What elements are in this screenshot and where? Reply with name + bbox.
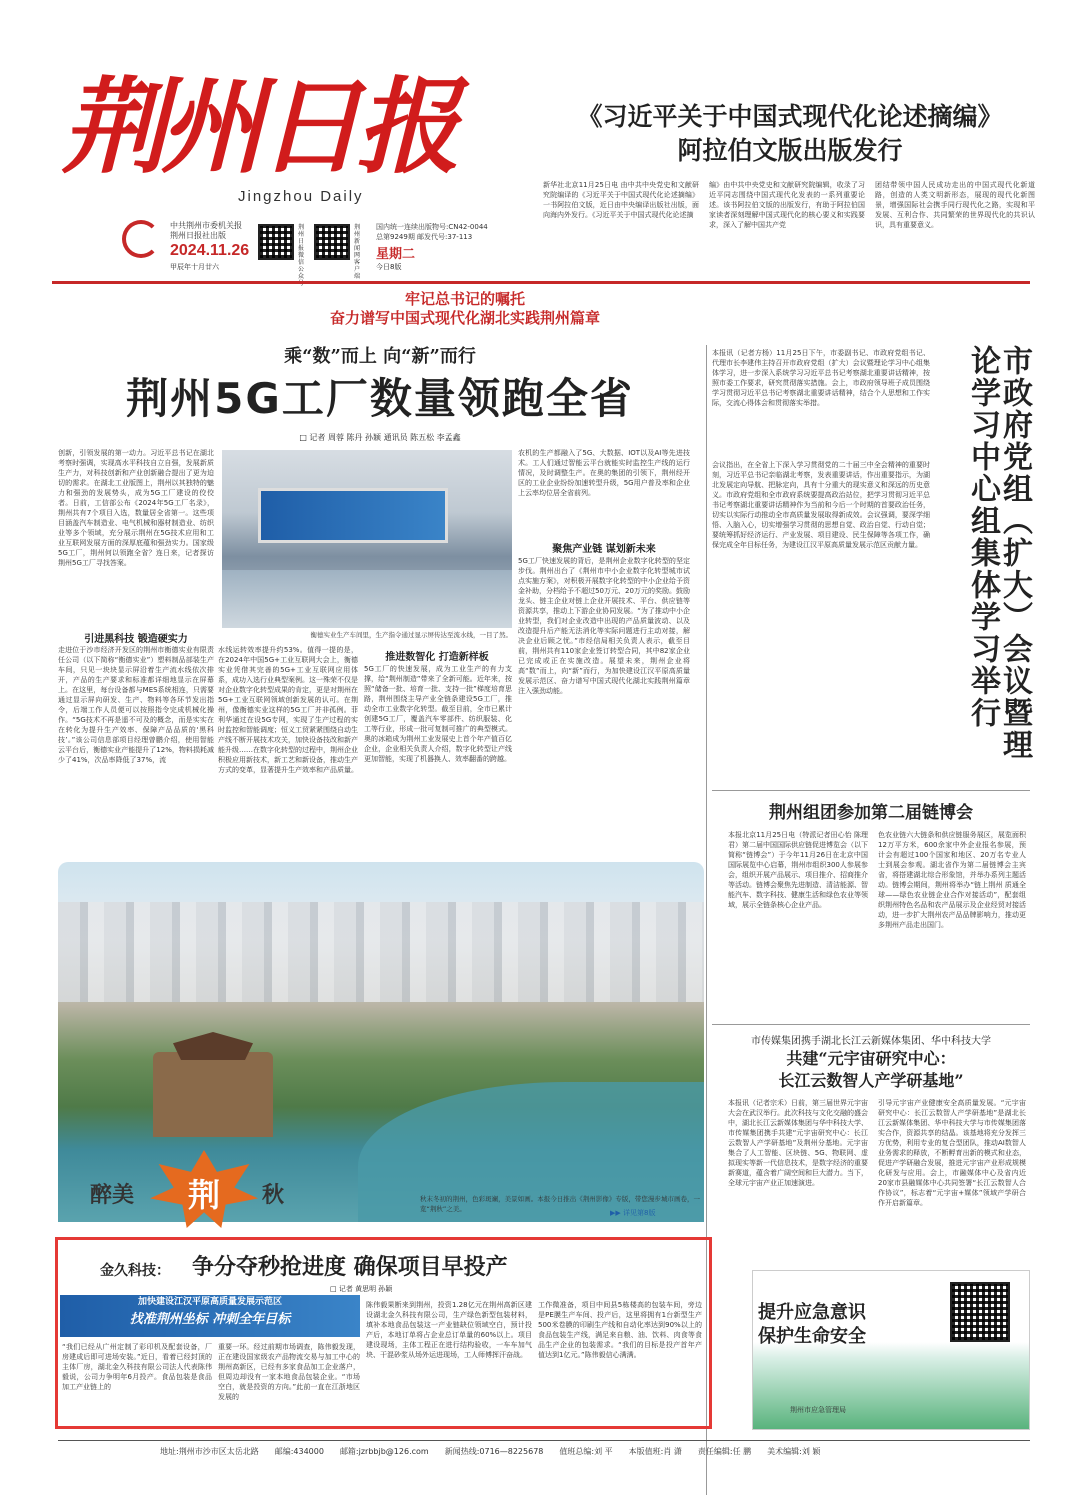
company-col-4: 工作微准备，项目中间县5栋楼高的包装车间，旁边是PE膜生产车间、投产后，这里将拥有1台新型生产500米卷膜的印刷生产线和自动化率达到90%以上的食品包装生产线，满足来自粮、油、饮料、肉食等食品生产企业的包装需求。“我们的目标是投产首年产值达到1亿元。”陈伟毅信心满满。 [538, 1301, 702, 1359]
footer-hotline: 新闻热线:0716—8225678 [444, 1447, 544, 1456]
side3-kicker: 市传媒集团携手湖北长江云新媒体集团、华中科技大学 [751, 1036, 991, 1047]
issue-date: 2024.11.26 [170, 242, 250, 259]
side2-headline[interactable]: 荆州组团参加第二届链博会 [769, 803, 973, 823]
lead-headline[interactable] [530, 100, 1050, 168]
ad-line-1: 提升应急意识 [758, 1302, 866, 1323]
footer-editor: 责任编辑:任 鹏 [697, 1447, 752, 1456]
qr-label: 荆州日报微信公众 [298, 224, 305, 280]
see-page-link[interactable]: ▶▶ 详见第8版 [610, 1209, 656, 1217]
company-label: 金久科技： [100, 1263, 170, 1279]
factory-photo-caption: 衡德实业生产车间里，生产指令通过显示屏传达至流水线，一目了然。 [310, 631, 512, 639]
photo-overlay-2: 荆 [188, 1176, 221, 1214]
main-headline[interactable]: 荆州5G工厂数量领跑全省 [126, 374, 634, 423]
main-col-1: 创新，引领发展的第一动力。习近平总书记在湖北考察时强调，实现高水平科技自立自强，发展新质生产力，对科技创新和产业创新融合提出了更为迫切的需求。在湖北工业版图上，荆州以其独特的魅力和强劲的发展势头，成为5G工厂建设的佼佼者。日前，工信部公布《2024年5G工厂名录》，荆州共有7个项目入选，数量居全省第一。这些项目涵盖汽车制造业、电气机械和器材制造业、纺织业等多个领域，充分展示荆州在5G技术应用和工业互联网发展方面的深厚底蕴和强劲实力。国家级5G工厂，荆州何以领跑全省？连日来，记者探访荆州5G工厂寻找答案。 [58, 449, 214, 567]
city-photo [58, 862, 704, 1222]
photo-caption: 秋末冬初的荆州，色彩斑斓，美景如画。本报今日推出《荆州影像》专版，带您漫步城市画卷，一览“荆秋”之美。 [420, 1195, 700, 1213]
main-col-4: 农机的生产都融入了5G、大数据、IOT以及AI等先进技术。工人们通过智能云平台就能实时监控生产线的运行情况，及时调整生产。在奥的集团的引领下，荆州经开区的工业企业纷纷加速转型升级，5G用户普及率和企业上云率均位居全省前列。 [518, 449, 690, 497]
lead-col-3: 团结带领中国人民成功走出的中国式现代化新道路，创造的人类文明新形态，展现的现代化新图景，增强国际社会携手同行现代化之路，实现和平发展、互利合作、共同繁荣的世界现代化的共识认识，具有重要意义。 [875, 181, 1035, 229]
qr-code[interactable] [258, 224, 294, 260]
ad-sponsor: 荆州市应急管理局 [790, 1406, 846, 1414]
lead-title-1: 《习近平关于中国式现代化论述摘编》 [577, 102, 1003, 131]
photo-overlay-1: 醉美 [90, 1182, 135, 1208]
side2-text-1: 本报北京11月25日电（特派记者田心怡 陈理君）第二届中国国际供应链促进博览会（以下简称“链博会”）于今年11月26日在北京中国国际展览中心启幕，荆州市组织300人参展参会，组织开展产品展示、项目推介、招商推介等活动。链博会聚焦先进制造、清洁能源、智能汽车、数字科技、健康生活和绿色农业等领域，展示全链条核心企业产品。 [728, 831, 868, 909]
banner-line-1: 牢记总书记的嘱托 [404, 290, 525, 308]
banner-line-2: 奋力谱写中国式现代化湖北实践荆州篇章 [329, 309, 600, 327]
main-col-1b: 走进位于沙市经济开发区的荆州市衡德实业有限责任公司（以下简称“衡德实业”）塑料制品部装生产车间，只见一块块显示屏沿着生产流水线依次排开，产品的生产要求和标准都详细地显示在屏幕上。在这里，每台设备都与MES系统相连，只需要通过显示屏向研发、生产、物料等各环节发出指令，后端工作人员便可以按照指令完成机械化操作。“5G技术不再是遥不可及的概念，而是实实在在转化为提升生产效率、保障产品品质的‘黑科技’。”该公司信息部项目经理曾鹏介绍，使用智能云平台后，衡德实业产能提升了12%，物料损耗减少了41%，次品率降低了37%，流 [58, 646, 214, 764]
footer-address: 地址:荆州市沙市区太岳北路 [160, 1447, 259, 1456]
side3-text-1: 本报讯（记者宗禾）日前，第三届世界元宇宙大会在武汉举行。此次科技与文化交融的盛会中，湖北长江云新媒体集团与华中科技大学、市传媒集团携手共建“元宇宙研究中心：长江云数智人产学研基地”及荆州分基地。元宇宙集合了人工智能、区块链、5G、物联网、虚拟现实等新一代信息技术，是数字经济的重要新赛道，蕴含着广阔空间和巨大潜力。当下，全球元宇宙产业正加速演进。 [728, 1099, 868, 1187]
masthead-rule [52, 281, 1030, 284]
company-byline: □ 记者 黄思明 孙颖 [330, 1285, 393, 1293]
campaign-banner-main: 找准荆州坐标 冲刺全年目标 [129, 1312, 291, 1327]
publisher: 荆州日报社出版 [170, 231, 226, 240]
issue-number: 总第9249期 邮发代号:37-113 [376, 233, 473, 241]
sponsor: 中共荆州市委机关报 [170, 221, 242, 230]
side3-title-2: 长江云数智人产学研基地” [778, 1071, 964, 1090]
footer-weekly-editor: 本版值班:肖 潇 [628, 1447, 682, 1456]
side1-text-1: 本报讯（记者方杨）11月25日下午，市委副书记、市政府党组书记、代理市长李建伟主持召开市政府党组（扩大）会议暨理论学习中心组集体学习，进一步深入系统学习习近平总书记考察湖北重要讲话精神，按照市委工作要求，研究贯彻落实措施。会上，市政府领导班子成员围绕学习贯彻习近平总书记考察湖北重要讲话精神，结合个人思想和工作实际，交流心得体会和贯彻落实举措。 [712, 349, 930, 407]
main-byline: □ 记者 周蓉 陈丹 孙颖 通讯员 陈五松 李孟鑫 [299, 433, 461, 442]
company-col-2: 重要一环。经过前期市场调查，陈伟毅发现，正在建设国家级农产品物流交易与加工中心的荆州高新区，已经有多家食品加工企业落户，但周边却没有一家本地食品包装企业。“市场空白，就是投资的方向。”此前一直在江浙地区发展的 [218, 1343, 360, 1401]
lunar-date: 甲辰年十月廿六 [170, 263, 219, 271]
factory-photo [222, 450, 512, 628]
side2-text-2: 色农业链六大链条和供应链服务展区，展览面积12万平方米，600余家中外企业报名参展，预计会有超过100个国家和地区、20万名专业人士到展会参观。湖北省作为第二届链博会主宾省，将搭建湖北综合形象馆，并举办系列主题活动。链博会期间，荆州将举办“链上荆州 质通全球——绿色农业链企业合作对接活动”，配套组织荆州特色名品和农产品展示及企业经贸对接活动，进一步扩大荆州农产品品牌影响力，推动更多荆州产品走出国门。 [878, 831, 1026, 929]
page-count: 今日8版 [376, 263, 402, 271]
side1-headline[interactable]: 市政府党组（扩大）会议暨理论学习中心组集体学习举行 [965, 345, 1032, 761]
lead-col-1: 新华社北京11月25日电 由中共中央党史和文献研究院编译的《习近平关于中国式现代化论述摘编》一书阿拉伯文版，近日由中央编译出版社出版，面向海内外发行。《习近平关于中国式现代化论述摘 [543, 181, 699, 219]
footer-art-editor: 美术编辑:刘 颖 [767, 1447, 821, 1456]
main-col-2: 水线运转效率提升约53%。值得一提的是，在2024年中国5G+工业互联网大会上，衡德实业凭借其完善的5G+工业互联网应用体系，成功入选行业典型案例。这一殊荣不仅是对企业数字化转型成果的肯定，更是对荆州在5G+工业互联网领域创新发展的认可。在荆州，像衡德实业这样的5G工厂并非孤例。菲利华通过在设5G专网，实现了生产过程的实时监控和智能调度；恒义工贸紧紧围绕自动生产线不断开展技术攻关，加快设备技改和新产能升级……在数字化转型的过程中，荆州企业积极应用新技术，新工艺和新设备，推动生产方式的变革，显著提升生产效率和产品质量。 [218, 646, 358, 774]
weekday: 星期二 [376, 247, 416, 262]
qr-code[interactable] [314, 224, 350, 260]
side3-headline[interactable] [712, 1048, 1030, 1092]
company-col-3: 陈伟毅果断来到荆州，投资1.28亿元在荆州高新区建设湖北金久科技有限公司，生产绿色新型包装材料，填补本地食品包装这一产业链缺位领域空白，预计投产后，本地订单将占企业总订单量的60%以上。项目建设现场，主体工程正在进行结构验收，一车车加气块、干混砂浆从场外运进现场，工人师傅挥汗奋战。 [366, 1301, 532, 1359]
photo-overlay-3: 秋 [262, 1182, 285, 1208]
lead-col-2: 编》由中共中央党史和文献研究院编辑，收录了习近平同志围绕中国式现代化发表的一系列重要论述。该书阿拉伯文版的出版发行，有助于阿拉伯国家读者深刻理解中国式现代化的核心要义和实践要求，深入了解中国共产党 [709, 181, 865, 229]
side3-text-2: 引导元宇宙产业健康安全高质量发展。“元宇宙研究中心：长江云数智人产学研基地”是湖北长江云新媒体集团、华中科技大学与市传媒集团落实合作，资源共享的结晶。该基地将充分发挥三方优势，利用专业的复合型团队，推动AI数智人业务需求的释放，不断孵育出新的模式和业态，促进产学研融合发展，推进元宇宙产业形成规模化研发与应用。会上，市融媒体中心及省内近20家市县融媒体中心共同签署“长江云数智人合作协议”，标志着“元宇宙+媒体”领域产学研合作开启新篇章。 [878, 1099, 1026, 1207]
main-subhead-3: 聚焦产业链 谋划新未来 [552, 544, 656, 555]
main-subhead-1: 引进黑科技 锻造硬实力 [84, 634, 188, 645]
footer-postcode: 邮编:434000 [274, 1447, 324, 1456]
ad-qr-code[interactable] [950, 1282, 1010, 1342]
qr-label: 荆州新闻网客户端 [354, 224, 361, 280]
company-headline[interactable]: 争分夺秒抢进度 确保项目早投产 [192, 1254, 508, 1280]
side1-text-2: 会议指出，在全省上下深入学习贯彻党的二十届三中全会精神的重要时刻，习近平总书记亲临湖北考察，发表重要讲话，作出重要指示，为湖北发展定向导航、把脉定向，具有十分重大的现实意义和深远的历史意义。市政府党组和全市政府系统要提高政治站位，把学习贯彻习近平总书记考察湖北重要讲话精神作为当前和今后一个时期的首要政治任务，切实以实际行动推动全市高质量发展取得新成效。会议强调，要深学细悟、入脑入心，切实增强学习贯彻的思想自觉、政治自觉、行动自觉；要统筹抓好经济运行、产业发展、项目建设、民生保障等各项工作，确保完成全年目标任务，为建设江汉平原高质量发展示范区贡献力量。 [712, 461, 930, 549]
campaign-banner [60, 1295, 360, 1337]
footer-bar [160, 1446, 1030, 1457]
theme-banner [230, 290, 700, 330]
side3-title-1: 共建“元宇宙研究中心： [786, 1049, 956, 1068]
main-col-3: 5G工厂的快速发展，成为工业生产的有力支撑，给“荆州制造”带来了全新可能。近年来，按照“储备一批、培育一批、支持一批”梯度培育思路，荆州围绕主导产业全链条建设5G工厂，推动全市工业数字化转型。截至目前，全市已累计创建5G工厂，覆盖汽车零部件、纺织服装、化工等行业，形成一批可复制可推广的典型模式。奥的冰箱成为荆州工业发展史上首个年产值百亿企业，企业相关负责人介绍，数字化转型让产线更加智能，实现了机器换人、效率翻番的跨越。 [364, 665, 512, 763]
footer-chief-editor: 值班总编:刘 平 [559, 1447, 613, 1456]
masthead-english: Jingzhou Daily [238, 188, 364, 205]
ad-line-2: 保护生命安全 [758, 1326, 866, 1347]
swirl-icon [122, 220, 160, 258]
main-col-4b: 5G工厂快速发展的背后，是荆州企业数字化转型的坚定步伐。荆州出台了《荆州市中小企业数字化转型城市试点实施方案》，对积极开展数字化转型的中小企业给予资金补助，分档给予不超过50万元、20万元的奖励。鼓励龙头、链主企业对链上企业开展技术、平台、供应链等资源共享，推动上下游企业协同发展。“为了推动中小企业转型，我们对企业改造中出现的产品质量波动、以及改造提升后产能无法消化等实际问题进行主动对接，解决企业后顾之忧。”市经信局相关负责人表示，截至目前，荆州共有110家企业签订转型合同，其中82家企业已完成或正在实施改造。展望未来，荆州企业将高“数”而上，向“新”而行，为加快建设江汉平原高质量发展示范区、奋力谱写中国式现代化湖北实践荆州篇章注入强劲动能。 [518, 557, 690, 695]
cn-code: 国内统一连续出版物号:CN42-0044 [376, 223, 488, 231]
footer-email[interactable]: 邮箱:jzrbbjb@126.com [339, 1447, 429, 1456]
company-col-1: “我们已经从广州定制了彩印机及配套设备，厂房建成后即可进场安装。”近日，看着已经封顶的主体厂房，湖北金久科技有限公司法人代表陈伟毅说，公司力争明年6月投产。食品包装是食品加工产业链上的 [62, 1343, 212, 1391]
main-subhead-2: 推进数智化 打造新样板 [385, 652, 489, 663]
masthead-logo: 荆州日报 [62, 65, 455, 188]
main-kicker: 乘“数”而上 向“新”而行 [284, 346, 476, 367]
lead-title-2: 阿拉伯文版出版发行 [677, 136, 903, 165]
campaign-banner-top: 加快建设江汉平原高质量发展示范区 [137, 1297, 282, 1307]
